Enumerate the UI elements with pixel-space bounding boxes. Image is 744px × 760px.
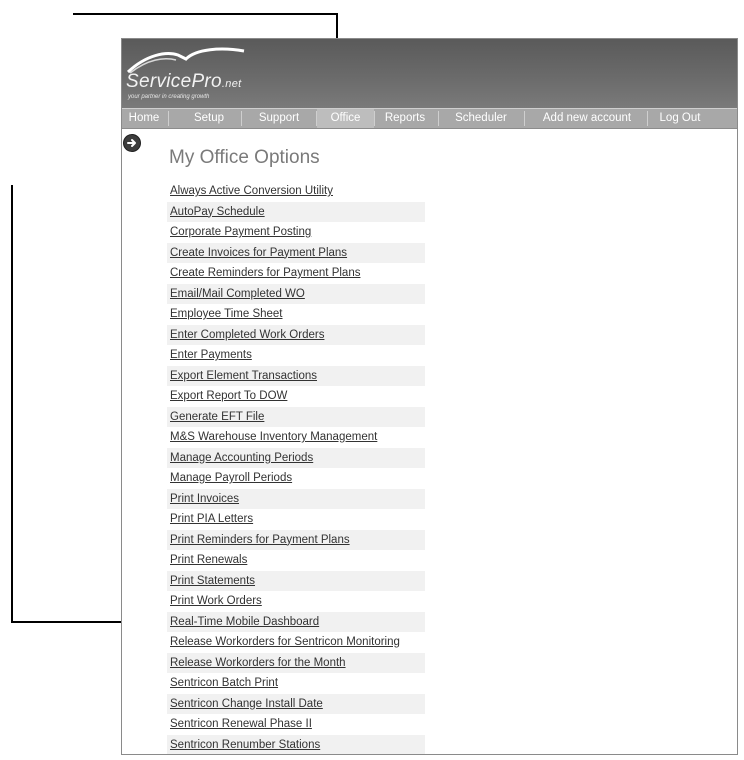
- logo-wordmark: ServicePro.net: [126, 71, 242, 92]
- nav-support[interactable]: Support: [258, 112, 300, 124]
- nav-home[interactable]: Home: [128, 112, 160, 124]
- option-sentricon-change-install-date[interactable]: Sentricon Change Install Date: [167, 694, 425, 715]
- option-release-workorders-sentricon-monitoring[interactable]: Release Workorders for Sentricon Monitoring: [167, 632, 425, 653]
- app-header: [122, 39, 737, 108]
- option-print-work-orders[interactable]: Print Work Orders: [167, 591, 425, 612]
- option-enter-completed-work-orders[interactable]: Enter Completed Work Orders: [167, 325, 425, 346]
- nav-separator: [438, 111, 439, 126]
- option-sentricon-batch-print[interactable]: Sentricon Batch Print: [167, 673, 425, 694]
- option-sentricon-renewal-phase-ii[interactable]: Sentricon Renewal Phase II: [167, 714, 425, 735]
- option-sentricon-renumber-stations[interactable]: Sentricon Renumber Stations: [167, 735, 425, 756]
- nav-office[interactable]: Office: [317, 109, 374, 128]
- option-autopay-schedule[interactable]: AutoPay Schedule: [167, 202, 425, 223]
- option-print-pia-letters[interactable]: Print PIA Letters: [167, 509, 425, 530]
- option-email-mail-completed-wo[interactable]: Email/Mail Completed WO: [167, 284, 425, 305]
- nav-scheduler[interactable]: Scheduler: [455, 112, 507, 124]
- arrow-right-circle-icon: [124, 135, 140, 151]
- nav-reports[interactable]: Reports: [384, 112, 426, 124]
- nav-separator: [647, 111, 648, 126]
- option-export-element-transactions[interactable]: Export Element Transactions: [167, 366, 425, 387]
- app-window: [121, 38, 738, 755]
- page-title: My Office Options: [169, 147, 320, 168]
- option-print-renewals[interactable]: Print Renewals: [167, 550, 425, 571]
- nav-log-out[interactable]: Log Out: [659, 112, 701, 124]
- nav-separator: [524, 111, 525, 126]
- option-enter-payments[interactable]: Enter Payments: [167, 345, 425, 366]
- option-export-report-to-dow[interactable]: Export Report To DOW: [167, 386, 425, 407]
- option-real-time-mobile-dashboard[interactable]: Real-Time Mobile Dashboard: [167, 612, 425, 633]
- main-nav: [122, 108, 737, 129]
- back-button[interactable]: [123, 134, 141, 152]
- option-create-reminders-for-payment-plans[interactable]: Create Reminders for Payment Plans: [167, 263, 425, 284]
- logo-tagline: your partner in creating growth: [128, 94, 210, 100]
- option-employee-time-sheet[interactable]: Employee Time Sheet: [167, 304, 425, 325]
- option-generate-eft-file[interactable]: Generate EFT File: [167, 407, 425, 428]
- nav-separator: [241, 111, 242, 126]
- option-always-active-conversion-utility[interactable]: Always Active Conversion Utility: [167, 181, 425, 202]
- nav-setup[interactable]: Setup: [193, 112, 225, 124]
- annotation-line-office-horizontal: [73, 13, 337, 15]
- office-options-list: [167, 181, 425, 755]
- option-corporate-payment-posting[interactable]: Corporate Payment Posting: [167, 222, 425, 243]
- servicepro-logo[interactable]: [126, 45, 266, 103]
- nav-separator: [168, 111, 169, 126]
- option-print-reminders-for-payment-plans[interactable]: Print Reminders for Payment Plans: [167, 530, 425, 551]
- option-print-statements[interactable]: Print Statements: [167, 571, 425, 592]
- option-ms-warehouse-inventory-management[interactable]: M&S Warehouse Inventory Management: [167, 427, 425, 448]
- option-release-workorders-for-the-month[interactable]: Release Workorders for the Month: [167, 653, 425, 674]
- option-create-invoices-for-payment-plans[interactable]: Create Invoices for Payment Plans: [167, 243, 425, 264]
- option-manage-payroll-periods[interactable]: Manage Payroll Periods: [167, 468, 425, 489]
- nav-separator: [374, 111, 375, 126]
- annotation-line-dashboard-vertical: [11, 185, 13, 622]
- option-manage-accounting-periods[interactable]: Manage Accounting Periods: [167, 448, 425, 469]
- option-print-invoices[interactable]: Print Invoices: [167, 489, 425, 510]
- nav-add-new-account[interactable]: Add new account: [542, 112, 632, 124]
